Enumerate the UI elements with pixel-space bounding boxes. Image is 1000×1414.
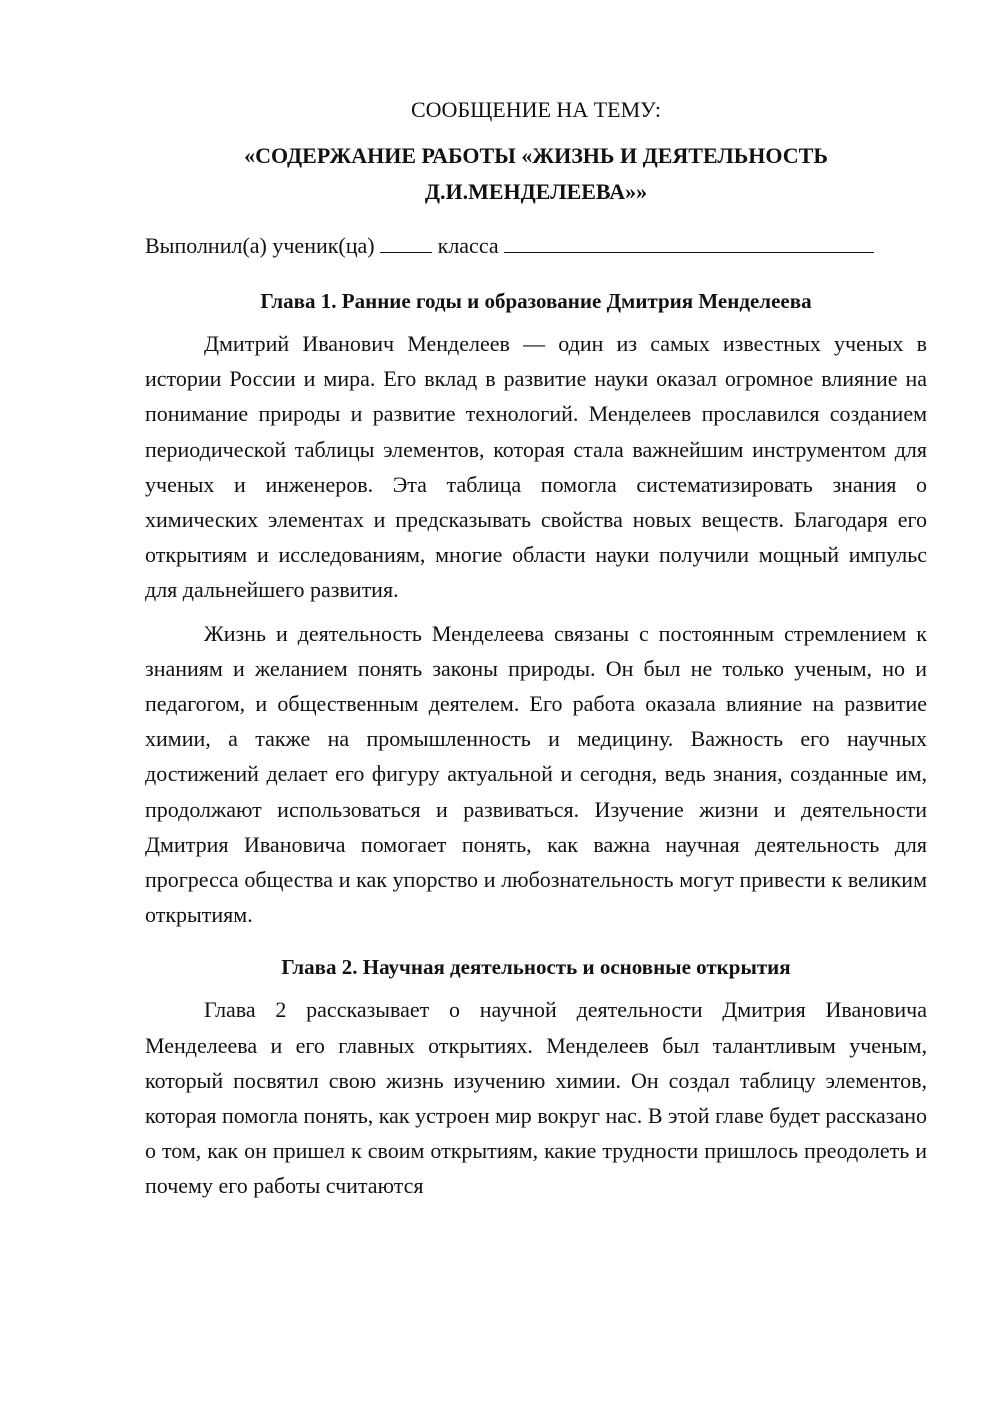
class-number-blank: [380, 228, 432, 253]
author-prefix: Выполнил(а) ученик(ца): [145, 233, 375, 258]
author-line: [145, 228, 927, 264]
student-name-blank: [504, 228, 874, 253]
chapter-2-title: Глава 2. Научная деятельность и основные открытия: [281, 955, 791, 980]
chapter-1-paragraph: Дмитрий Иванович Менделеев — один из самых известных ученых в истории России и мира. Его вклад в развитие науки оказал огромное влияние на понимание природы и развитие технологий. Менделеев прославился созданием периодической таблицы элементов, которая стала важнейшим инструментом для ученых и инженеров. Эта таблица помогла систематизировать знания о химических элементах и предсказывать свойства новых веществ. Благодаря его открытиям и исследованиям, многие области науки получили мощный импульс для дальнейшего развития.: [145, 331, 927, 603]
document-title-line-2: Д.И.МЕНДЕЛЕЕВА»»: [424, 179, 648, 204]
chapter-2-paragraph: Глава 2 рассказывает о научной деятельности Дмитрия Ивановича Менделеева и его главных открытиях. Менделеев был талантливым ученым, который посвятил свою жизнь изучению химии. Он создал таблицу элементов, которая помогла понять, как устроен мир вокруг нас. В этой главе будет рассказано о том, как он пришел к своим открытиям, какие трудности пришлось преодолеть и почему его работы считаются: [145, 997, 927, 1199]
document-title-line-1: «СОДЕРЖАНИЕ РАБОТЫ «ЖИЗНЬ И ДЕЯТЕЛЬНОСТЬ: [244, 143, 828, 168]
document-page: [145, 92, 927, 1204]
class-label: класса: [437, 233, 499, 258]
chapter-1-paragraph: Жизнь и деятельность Менделеева связаны с постоянным стремлением к знаниям и желанием понять законы природы. Он был не только ученым, но и педагогом, и общественным деятелем. Его работа оказала влияние на развитие химии, а также на промышленность и медицину. Важность его научных достижений делает его фигуру актуальной и сегодня, ведь знания, созданные им, продолжают использоваться и развиваться. Изучение жизни и деятельности Дмитрия Ивановича помогает понять, как важна научная деятельность для прогресса общества и как упорство и любознательность могут привести к великим открытиям.: [145, 620, 927, 928]
document-title: [145, 138, 927, 210]
topic-line: СООБЩЕНИЕ НА ТЕМУ:: [411, 97, 661, 122]
chapter-1-title: Глава 1. Ранние годы и образование Дмитрия Менделеева: [260, 289, 812, 313]
